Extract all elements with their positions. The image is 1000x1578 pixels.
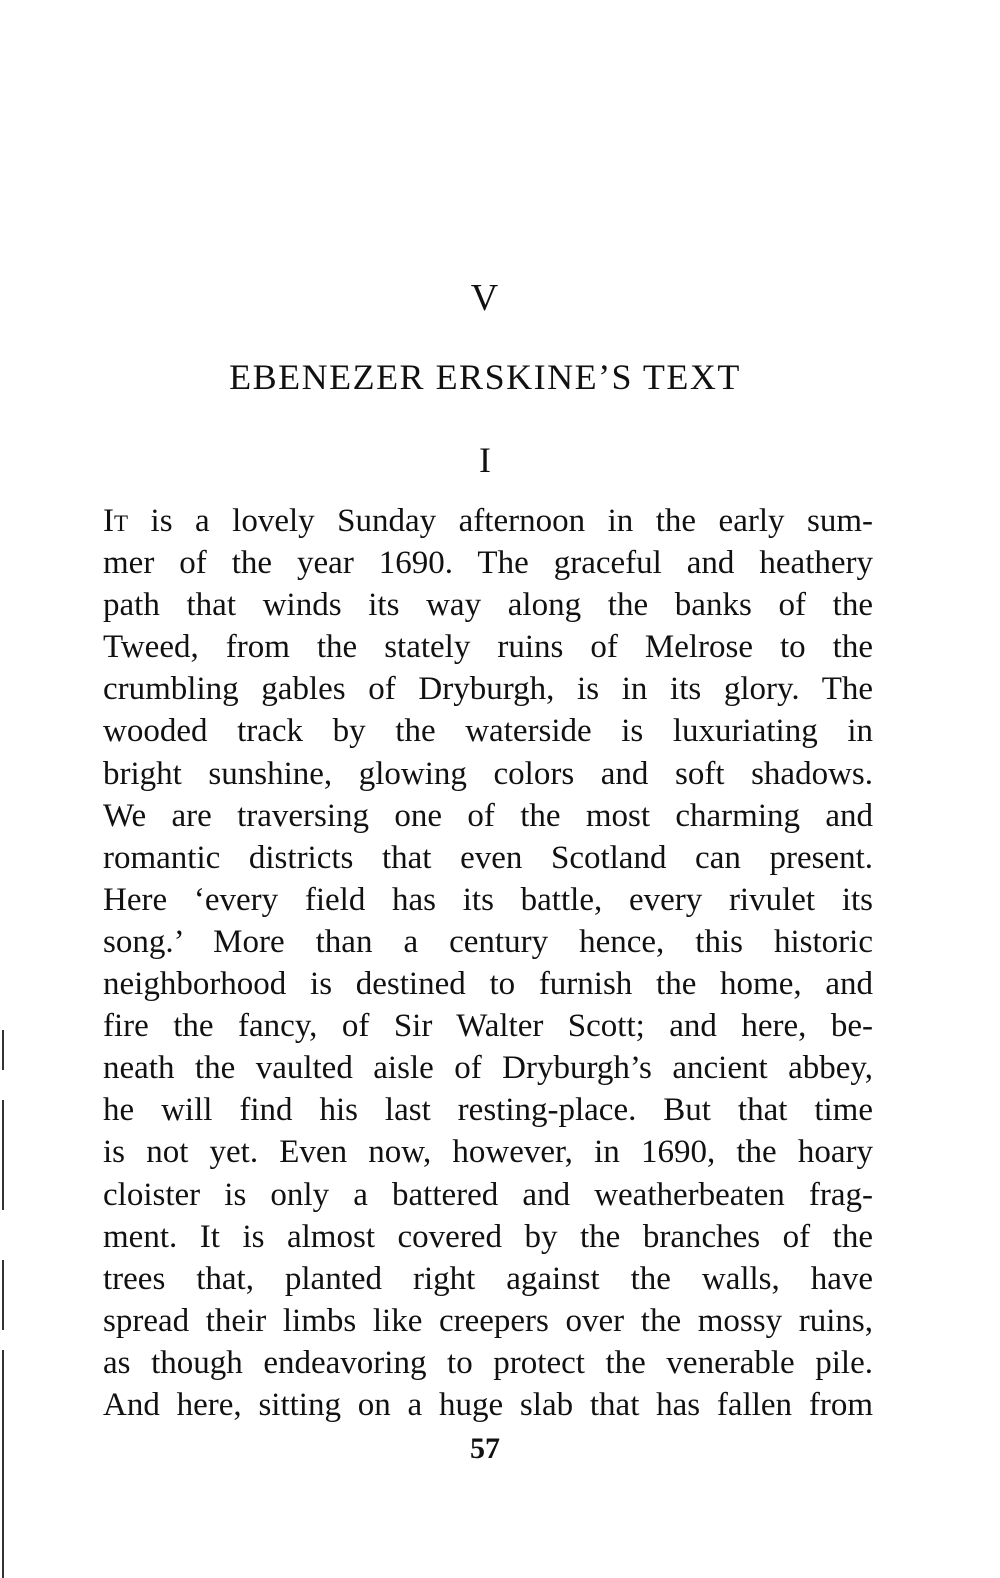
scan-edge-mark [2, 1030, 4, 1070]
text-line: spread their limbs like creepers over the mossy ruins, [103, 1302, 873, 1339]
text-line: fire the fancy, of Sir Walter Scott; and here, be- [103, 1008, 873, 1045]
text-line: bright sunshine, glowing colors and soft shadows. [103, 755, 873, 792]
scan-edge-mark [2, 1350, 4, 1578]
text-line: wooded track by the waterside is luxuriating in [103, 713, 873, 750]
section-number: I [479, 440, 491, 480]
text-line: as though endeavoring to protect the venerable pile. [103, 1344, 873, 1381]
text-line: is not yet. Even now, however, in 1690, the hoary [103, 1134, 873, 1171]
scan-edge-mark [2, 1260, 4, 1330]
text-line: path that winds its way along the banks of the [103, 587, 873, 624]
scan-edge-mark [2, 1100, 4, 1210]
chapter-title: EBENEZER ERSKINE’S TEXT [229, 357, 741, 397]
text-line: romantic districts that even Scotland can present. [103, 839, 873, 876]
text-line: ment. It is almost covered by the branches of the [103, 1218, 873, 1255]
text-line: song.’ More than a century hence, this historic [103, 923, 873, 960]
text-line: crumbling gables of Dryburgh, is in its glory. The [103, 671, 873, 708]
text-line: Tweed, from the stately ruins of Melrose to the [103, 629, 873, 666]
chapter-number: V [470, 277, 500, 319]
text-line: cloister is only a battered and weatherbeaten frag- [103, 1176, 873, 1213]
text-line: neighborhood is destined to furnish the home, and [103, 966, 873, 1003]
body-paragraph [103, 500, 873, 1426]
text-line [103, 500, 873, 542]
text-line: neath the vaulted aisle of Dryburgh’s ancient abbey, [103, 1050, 873, 1087]
opening-word: It [103, 503, 129, 539]
text-line: he will find his last resting-place. But that time [103, 1092, 873, 1129]
text-line: mer of the year 1690. The graceful and heathery [103, 545, 873, 582]
text-line-content: is a lovely Sunday afternoon in the early sum- [128, 503, 873, 539]
text-line: trees that, planted right against the walls, have [103, 1260, 873, 1297]
text-line: We are traversing one of the most charming and [103, 797, 873, 834]
text-line: Here ‘every field has its battle, every rivulet its [103, 881, 873, 918]
text-line: And here, sitting on a huge slab that has fallen from [103, 1386, 873, 1423]
page-number: 57 [470, 1432, 500, 1465]
